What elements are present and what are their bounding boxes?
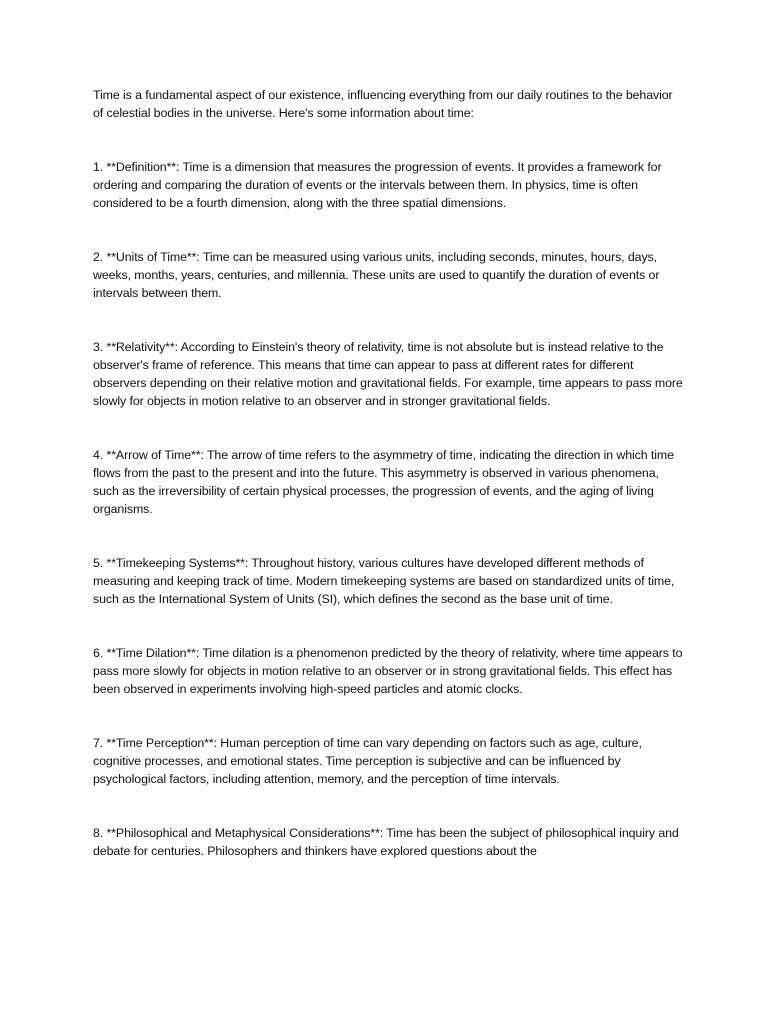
list-item-philosophical-considerations: 8. **Philosophical and Metaphysical Considerations**: Time has been the subject of philosophical inquiry and debate for centuries. Philosophers and thinkers have explored questions about the [93,826,679,858]
list-item-relativity: 3. **Relativity**: According to Einstein's theory of relativity, time is not absolute but is instead relative to the observer's frame of reference. This means that time can appear to pass at different rates for different observers depending on their relative motion and gravitational fields. For example, time appears to pass more slowly for objects in motion relative to an observer and in stronger gravitational fields. [93,340,683,408]
intro-paragraph: Time is a fundamental aspect of our existence, influencing everything from our daily routines to the behavior of celestial bodies in the universe. Here's some information about time: [93,88,673,120]
list-item-definition: 1. **Definition**: Time is a dimension that measures the progression of events. It provides a framework for ordering and comparing the duration of events or the intervals between them. In physics, time is often considered to be a fourth dimension, along with the three spatial dimensions. [93,160,662,210]
list-item-arrow-of-time: 4. **Arrow of Time**: The arrow of time refers to the asymmetry of time, indicating the direction in which time flows from the past to the present and into the future. This asymmetry is observed in various phenomena, such as the irreversibility of certain physical processes, the progression of events, and the aging of living organisms. [93,448,674,516]
list-item-time-dilation: 6. **Time Dilation**: Time dilation is a phenomenon predicted by the theory of relativity, where time appears to pass more slowly for objects in motion relative to an observer or in strong gravitational fields. This effect has been observed in experiments involving high-speed particles and atomic clocks. [93,646,683,696]
list-item-units-of-time: 2. **Units of Time**: Time can be measured using various units, including seconds, minutes, hours, days, weeks, months, years, centuries, and millennia. These units are used to quantify the duration of events or intervals between them. [93,250,660,300]
list-item-timekeeping-systems: 5. **Timekeeping Systems**: Throughout history, various cultures have developed different methods of measuring and keeping track of time. Modern timekeeping systems are based on standardized units of time, such as the International System of Units (SI), which defines the second as the base unit of time. [93,556,675,606]
list-item-time-perception: 7. **Time Perception**: Human perception of time can vary depending on factors such as age, culture, cognitive processes, and emotional states. Time perception is subjective and can be influenced by psychological factors, including attention, memory, and the perception of time intervals. [93,736,642,786]
document-page [93,86,683,896]
